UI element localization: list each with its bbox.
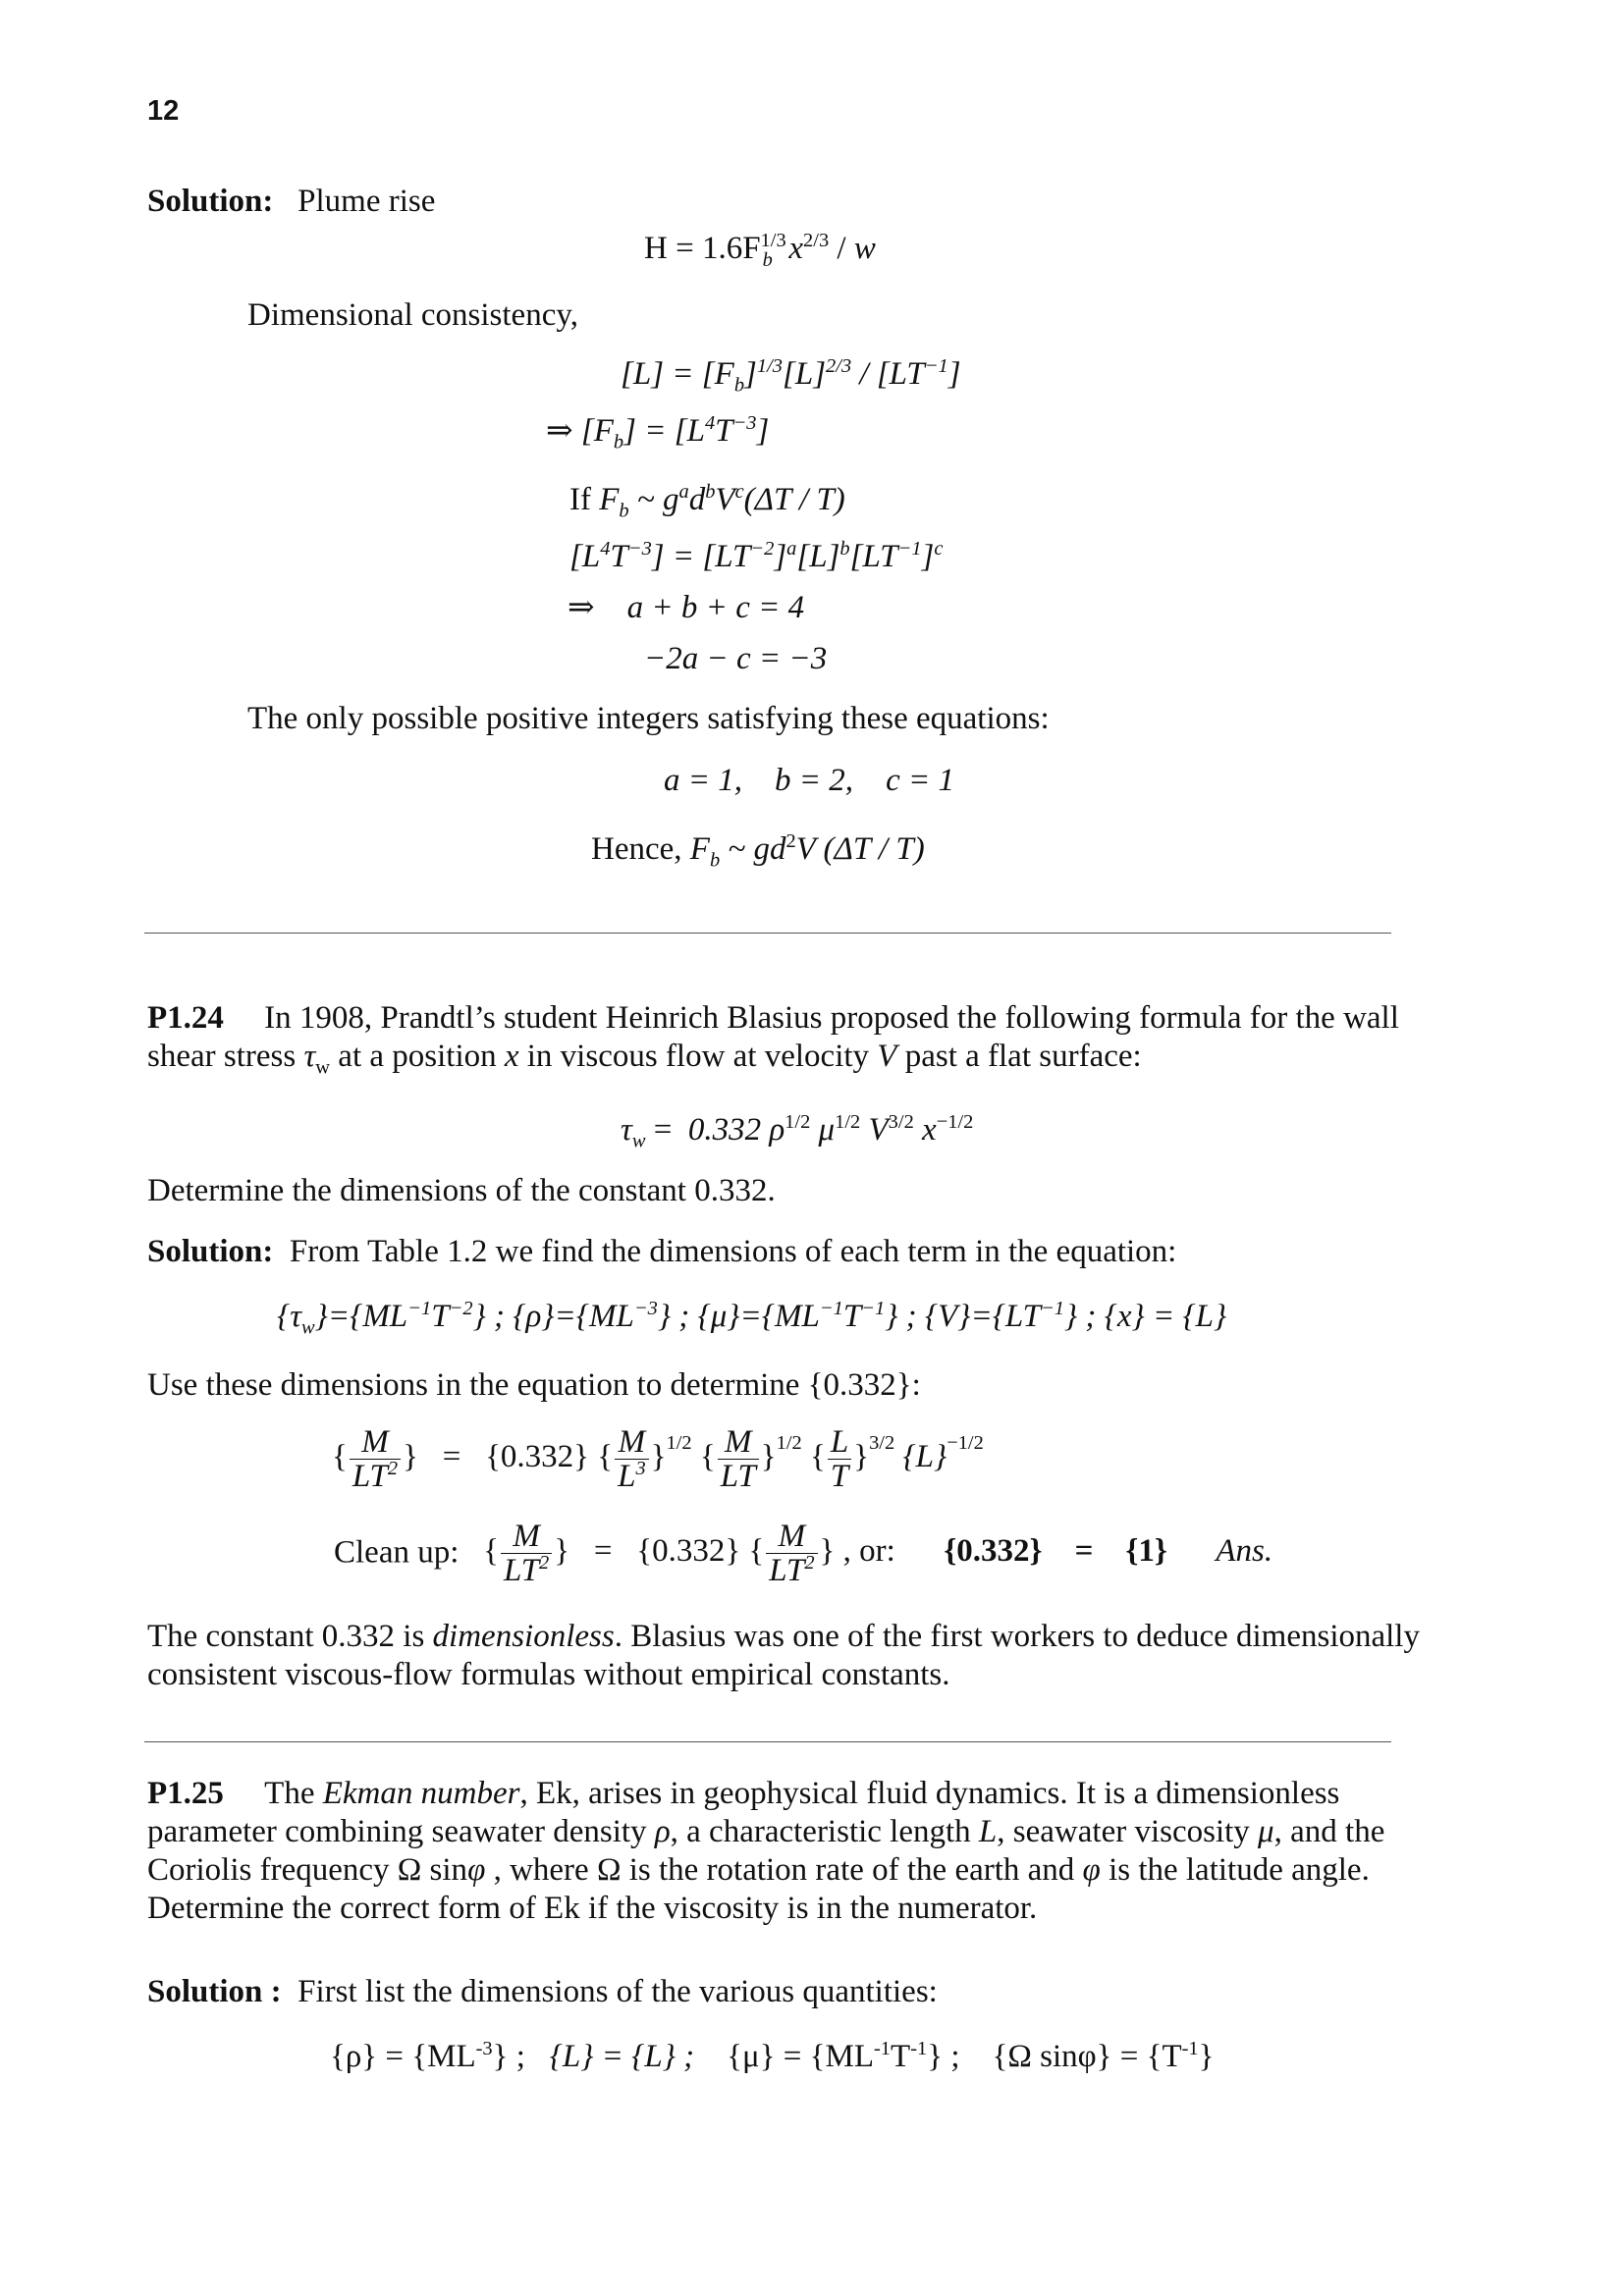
abc-values: a = 1, b = 2, c = 1 [664,763,954,798]
p124-conclusion: The constant 0.332 is dimensionless. Blasius was one of the first workers to deduce dimensionally consistent viscous-flow formulas without empirical constants. [147,1619,1420,1692]
section-divider-1 [144,933,1391,934]
p124-dimension-list: $\{\tau_w\}=\{ML^{-1}T^{-2}\}$ ; $\{\rho\}=\{ML^{-3}\}$ ; $\{\mu\}=\{ML^{-1}T^{-1}\}$ ; $\{V\}=\{LT^{-1}\}$ ; {x} = {L} [277,1298,1227,1339]
p125-dimension-list: $\{\rho\} = \{ML^{-3}\}$ ; {L} = {L} ; $\{\mu\} = \{ML^{-1}T^{-1}\}$ ; {Ω $\sin\varphi\} = \{T^{-1}\}$ [330,2038,1215,2074]
clean-up-label: Clean up: [334,1534,460,1571]
hence-result: Hence, $F_b$ ~ $gd^2V$ (ΔT / T) [591,830,925,872]
page-number: 12 [147,95,180,127]
dim-line-2: ⇒ $[F_b] = [L^4T^{-3}]$ [546,412,770,454]
p124-determine: Determine the dimensions of the constant 0.332. [147,1173,776,1208]
dim-line-4: $[L^4T^{-3}] = [LT^{-2}]^a[L]^b[LT^{-1}]^c$ [569,538,944,574]
dim-line-3: If $F_b$ ~ $g^ad^bV^c(\Delta T / T)$ [569,481,845,522]
answer-one: {1} [1125,1533,1167,1570]
p124-statement: P1.24 In 1908, Prandtl’s student Heinrich Blasius proposed the following formula for the wall shear stress $\tau_w$ at a position x in viscous flow at velocity V past a flat surface: [147,1000,1399,1079]
frac-m-over-l3: $\frac{M}{L^3}$ [615,1425,649,1493]
solution-plume-heading: Solution: Plume rise [147,184,436,219]
p125-label: P1.25 [147,1776,224,1811]
p125-solution-intro: Solution : First list the dimensions of the various quantities: [147,1974,938,2009]
frac-m-over-lt: $\frac{M}{LT}$ [718,1425,759,1493]
p124-solution-intro: Solution: From Table 1.2 we find the dimensions of each term in the equation: [147,1234,1177,1269]
blasius-equation: $\tau_w = 0.332$ $\rho^{1/2}$ $\mu^{1/2}$ $V^{3/2}$ $x^{-1/2}$ [621,1111,974,1152]
frac-l-over-t: $\frac{L}{T}$ [828,1425,851,1493]
dimensional-consistency-text: Dimensional consistency, [247,297,578,333]
dim-line-6: −2a − c = −3 [644,641,828,676]
frac-m-over-lt2: $\frac{M}{LT^2}$ [350,1425,401,1493]
section-divider-2 [144,1741,1391,1742]
solution-label: Solution [147,184,263,219]
p125-statement: P1.25 The Ekman number, Ek, arises in geophysical fluid dynamics. It is a dimensionless parameter combining seawater density ρ, a characteristic length L, seawater viscosity μ, and the Coriolis frequency Ω sinφ , where Ω is the rotation rate of the earth and φ is the latitude angle. Determine the correct form of Ek if the viscosity is in the numerator. [147,1776,1385,1926]
answer-const: {0.332} [944,1533,1043,1570]
answer-label: Ans. [1216,1533,1273,1570]
positive-integers-text: The only possible positive integers satisfying these equations: [247,701,1050,736]
p124-use-dimensions: Use these dimensions in the equation to determine {0.332}: [147,1367,921,1403]
p124-label: P1.24 [147,1000,224,1036]
plume-rise-equation: $H = 1.6F^{1/3}_b$ $x^{2/3}$ / w [644,230,876,271]
dim-line-1: $[L] = [F_b]^{1/3}[L]^{2/3} / [LT^{-1}]$ [621,355,961,397]
solution-title: Plume rise [298,184,436,219]
p124-fraction-equation: { $\frac{M}{LT^2}$ } = {0.332} { $\frac{M}{L^3}$ }$^{1/2}$ { $\frac{M}{LT}$ }$^{1/2}$ { $\frac{L}{T}$ }$^{3/2}$ $\{L\}^{-1/2}$ [332,1424,984,1494]
dim-line-5: ⇒ a + b + c = 4 [568,590,805,625]
p124-clean-up: Clean up: { $\frac{M}{LT^2}$ } = {0.332} { $\frac{M}{LT^2}$ } , or: {0.332} = {1} Ans. [334,1519,1273,1588]
